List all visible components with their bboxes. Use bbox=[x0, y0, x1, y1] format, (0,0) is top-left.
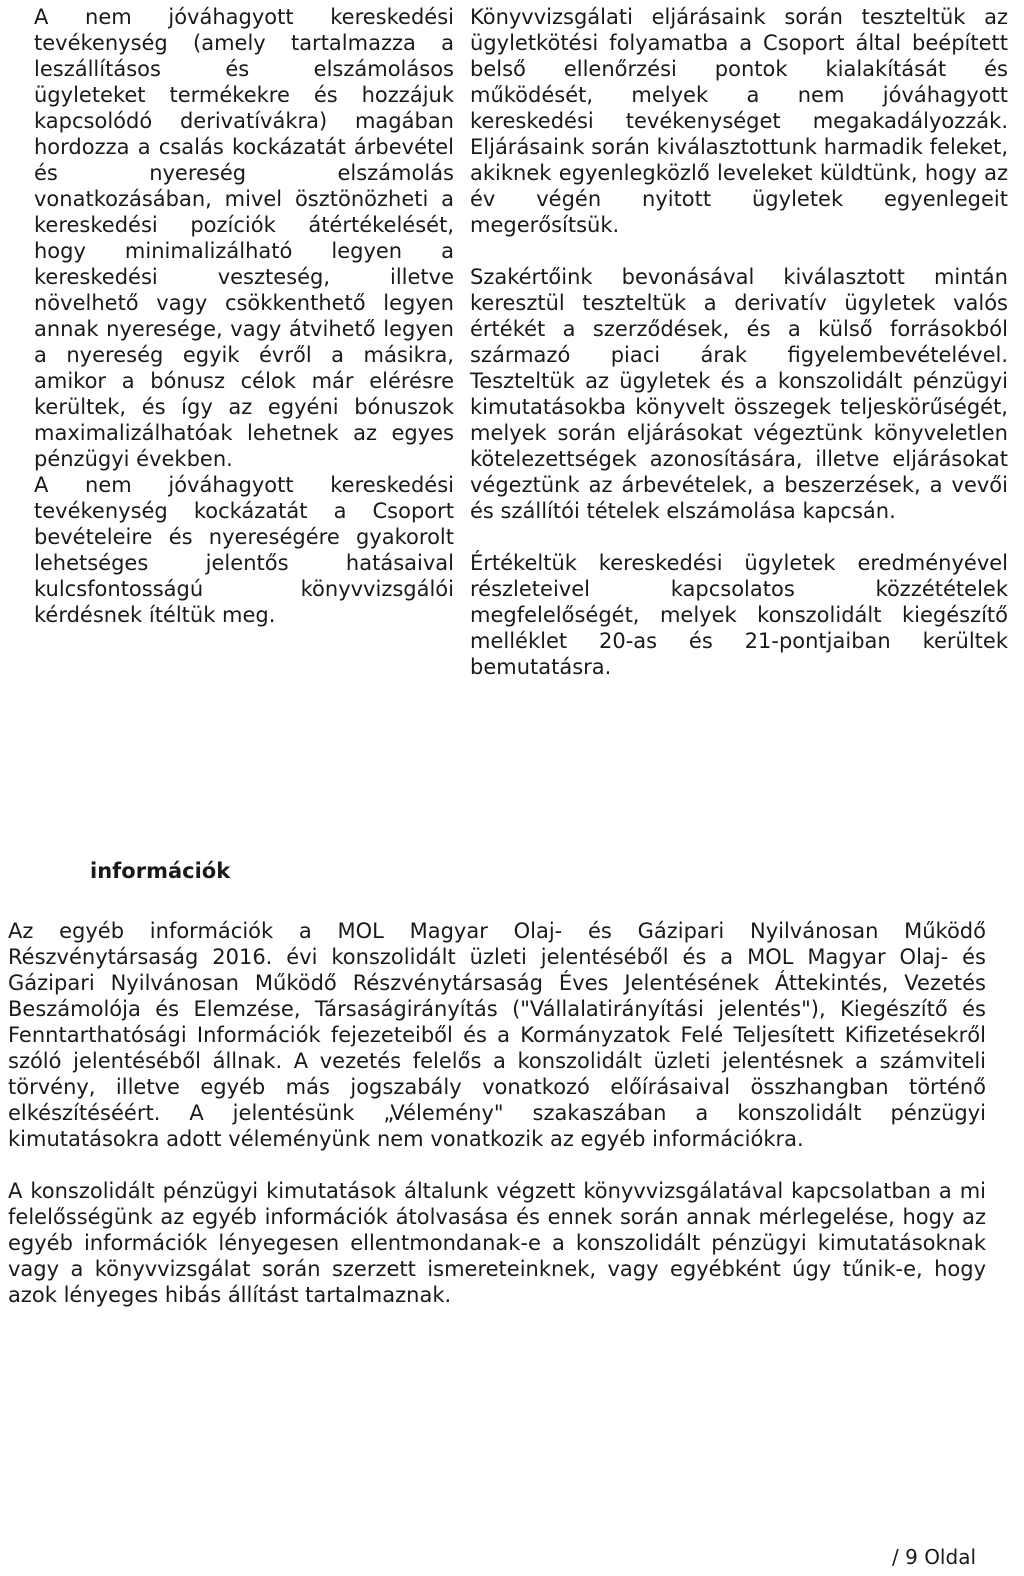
right-column bbox=[470, 4, 1008, 680]
left-column bbox=[34, 4, 454, 628]
body-paragraph-1: Az egyéb információk a MOL Magyar Olaj- és Gázipari Nyilvánosan Működő Részvénytársaság 2016. évi konszolidált üzleti jelentéséből és a MOL Magyar Olaj- és Gázipari Nyilvánosan Működő Részvénytársaság Éves Jelentésének Áttekintés, Vezetés Beszámolója és Elemzése, Társaságirányítás ("Vállalatirányítási jelentés"), Kiegészítő és Fenntarthatósági Információk fejezeteiből és a Kormányzatok Felé Teljesített Kifizetésekről szóló jelentéséből állnak. A vezetés felelős a konszolidált üzleti jelentésnek a számviteli törvény, illetve egyéb más jogszabály vonatkozó előírásaival összhangban történő elkészítéséért. A jelentésünk „Vélemény" szakaszában a konszolidált pénzügyi kimutatásokra adott véleményünk nem vonatkozik az egyéb információkra. bbox=[8, 919, 986, 1151]
left-paragraph-2: A nem jóváhagyott kereskedési tevékenység kockázatát a Csoport bevételeire és nyereségére gyakorolt lehetséges jelentős hatásaival kulcsfontosságú könyvvizsgálói kérdésnek ítéltük meg. bbox=[34, 473, 454, 627]
right-paragraph-3: Értékeltük kereskedési ügyletek eredményével részleteivel kapcsolatos közzétételek megfelelőségét, melyek konszolidált kiegészítő melléklet 20-as és 21-pontjaiban kerültek bemutatásra. bbox=[470, 551, 1008, 679]
left-paragraph-1: A nem jóváhagyott kereskedési tevékenység (amely tartalmazza a leszállításos és elszámolásos ügyleteket termékekre és hozzájuk kapcsolódó derivatívákra) magában hordozza a csalás kockázatát árbevétel és nyereség elszámolás vonatkozásában, mivel ösztönözheti a kereskedési pozíciók átértékelését, hogy minimalizálható legyen a kereskedési veszteség, illetve növelhető vagy csökkenthető legyen annak nyeresége, vagy átvihető legyen a nyereség egyik évről a másikra, amikor a bónusz célok már elérésre kerültek, és így az egyéni bónuszok maximalizálhatóak lehetnek az egyes pénzügyi években. bbox=[34, 5, 454, 471]
right-paragraph-1: Könyvvizsgálati eljárásaink során teszteltük az ügyletkötési folyamatba a Csoport által beépített belső ellenőrzési pontok kialakítását és működését, melyek a nem jóváhagyott kereskedési tevékenységet megakadályozzák. Eljárásaink során kiválasztottunk harmadik feleket, akiknek egyenlegközlő leveleket küldtünk, hogy az év végén nyitott ügyletek egyenlegeit megerősítsük. bbox=[470, 5, 1008, 237]
body-text bbox=[8, 918, 986, 1308]
right-paragraph-2: Szakértőink bevonásával kiválasztott mintán keresztül teszteltük a derivatív ügyletek valós értékét a szerződések, és a külső forrásokból származó piaci árak figyelembevételével. Teszteltük az ügyletek és a konszolidált pénzügyi kimutatásokba könyvelt összegek teljeskörűségét, melyek során eljárásokat végeztünk könyveletlen kötelezettségek azonosítására, illetve eljárásokat végeztünk az árbevételek, a beszerzések, a vevői és szállítói tételek elszámolása kapcsán. bbox=[470, 265, 1008, 523]
page-number: / 9 Oldal bbox=[892, 1545, 976, 1569]
body-paragraph-2: A konszolidált pénzügyi kimutatások általunk végzett könyvvizsgálatával kapcsolatban a mi felelősségünk az egyéb információk átolvasása és ennek során annak mérlegelése, hogy az egyéb információk lényegesen ellentmondanak-e a konszolidált pénzügyi kimutatásoknak vagy a könyvvizsgálat során szerzett ismereteinknek, vagy egyébként úgy tűnik-e, hogy azok lényeges hibás állítást tartalmaznak. bbox=[8, 1179, 986, 1307]
section-heading: információk bbox=[90, 859, 231, 883]
